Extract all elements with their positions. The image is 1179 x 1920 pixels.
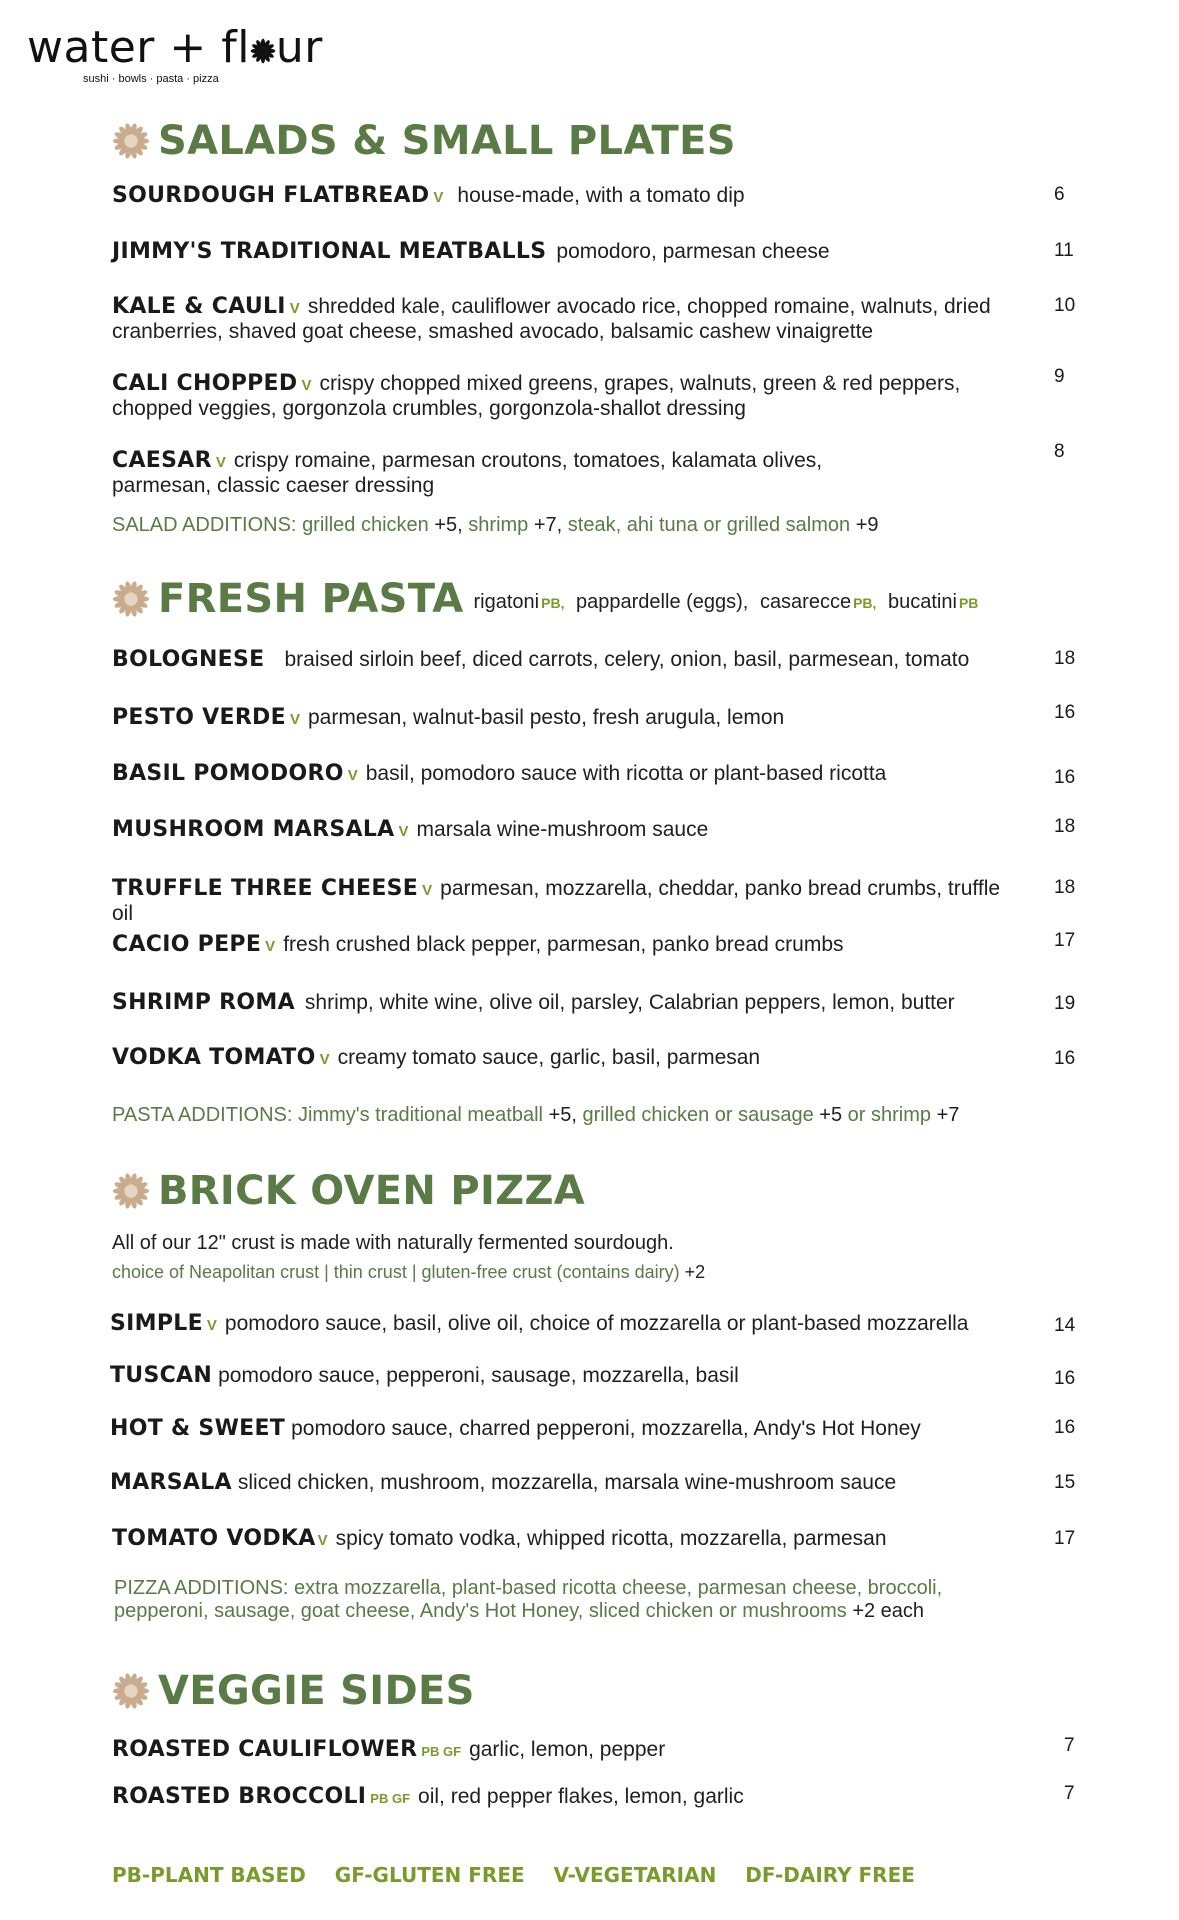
addition-option: or shrimp (847, 1104, 932, 1126)
legend-item: GF-GLUTEN FREE (334, 1863, 525, 1887)
item-price: 9 (1054, 366, 1065, 387)
additions-label: SALAD ADDITIONS: (112, 514, 297, 536)
menu-item (112, 818, 1012, 843)
item-price: 16 (1054, 767, 1076, 788)
addition-option: grilled chicken or sausage (582, 1104, 814, 1126)
pasta-type: bucatini (888, 590, 957, 613)
item-name: KALE & CAULI (112, 294, 286, 319)
crust-options-text: choice of Neapolitan crust | thin crust | gluten-free crust (contains dairy) (112, 1262, 680, 1282)
diet-tag: PB GF (421, 1744, 462, 1759)
diet-tag: V (206, 1317, 217, 1334)
crust-price: +2 (684, 1262, 706, 1282)
pasta-type: pappardelle (eggs), (576, 590, 749, 613)
menu-item (112, 648, 1012, 671)
item-price: 8 (1054, 441, 1065, 462)
menu-item (112, 762, 1012, 787)
item-description: garlic, lemon, pepper (469, 1738, 666, 1761)
diet-tag: V (433, 189, 444, 206)
item-description: braised sirloin beef, diced carrots, celery, onion, basil, parmesean, tomato (284, 648, 970, 671)
flower-icon (250, 38, 276, 64)
item-description: shrimp, white wine, olive oil, parsley, Calabrian peppers, lemon, butter (304, 991, 955, 1014)
item-price: 6 (1054, 184, 1065, 205)
item-description: fresh crushed black pepper, parmesan, panko bread crumbs (283, 933, 844, 956)
item-description: oil, red pepper flakes, lemon, garlic (418, 1785, 744, 1808)
item-description: spicy tomato vodka, whipped ricotta, mozzarella, parmesan (335, 1527, 887, 1550)
item-description: pomodoro sauce, charred pepperoni, mozzarella, Andy's Hot Honey (291, 1417, 921, 1440)
diet-tag: V (265, 938, 276, 955)
item-name: SHRIMP ROMA (112, 990, 295, 1015)
item-name: TOMATO VODKA (112, 1526, 316, 1551)
addition-price: +2 each (852, 1600, 925, 1622)
item-name: MARSALA (110, 1470, 232, 1495)
item-name: CAESAR (112, 448, 212, 473)
brand-name (27, 22, 323, 73)
addition-option: grilled chicken (302, 514, 429, 536)
legend-item: V-VEGETARIAN (553, 1863, 717, 1887)
pasta-types (474, 591, 985, 614)
legend-item: PB-PLANT BASED (112, 1863, 306, 1887)
item-name: BOLOGNESE (112, 647, 265, 672)
section-title: SALADS & SMALL PLATES (158, 118, 736, 164)
section-title: VEGGIE SIDES (158, 1668, 475, 1714)
menu-item (112, 372, 1012, 420)
diet-tag: V (347, 767, 358, 784)
addition-price: +7, (533, 514, 563, 536)
item-name: MUSHROOM MARSALA (112, 817, 395, 842)
pasta-type: casarecce (759, 590, 852, 613)
addition-option: Jimmy's traditional meatball (297, 1104, 543, 1126)
item-price: 18 (1054, 877, 1076, 898)
menu-item (112, 1046, 1012, 1071)
diet-tag: V (422, 882, 433, 899)
item-price: 19 (1054, 993, 1076, 1014)
additions-label: PIZZA ADDITIONS: (114, 1577, 289, 1599)
section-title: FRESH PASTA (158, 576, 464, 622)
addition-option: shrimp (468, 514, 529, 536)
section-pizza-header (112, 1168, 585, 1214)
item-price: 16 (1054, 1417, 1076, 1438)
brand-tagline: sushi · bowls · pasta · pizza (83, 73, 219, 85)
item-price: 16 (1054, 1368, 1076, 1389)
diet-tag: V (398, 823, 409, 840)
item-name: CALI CHOPPED (112, 371, 298, 396)
item-name: SOURDOUGH FLATBREAD (112, 183, 430, 208)
additions-label: PASTA ADDITIONS: (112, 1104, 293, 1126)
menu-item (112, 295, 1012, 343)
item-name: TRUFFLE THREE CHEESE (112, 876, 419, 901)
brand-logo (27, 22, 323, 85)
item-name: JIMMY'S TRADITIONAL MEATBALLS (112, 239, 547, 264)
item-description: parmesan, walnut-basil pesto, fresh arugula, lemon (307, 706, 785, 729)
item-price: 18 (1054, 648, 1076, 669)
section-pasta-header (112, 576, 984, 622)
item-name: BASIL POMODORO (112, 761, 344, 786)
section-title: BRICK OVEN PIZZA (158, 1168, 586, 1214)
diet-tag: V (317, 1532, 328, 1549)
item-price: 17 (1054, 930, 1076, 951)
item-price: 10 (1054, 295, 1076, 316)
menu-item (112, 240, 1012, 263)
menu-item (112, 991, 1012, 1014)
item-price: 7 (1064, 1783, 1075, 1804)
menu-item (112, 933, 1012, 958)
menu-item (112, 1738, 1012, 1763)
diet-tag: V (319, 1051, 330, 1068)
crust-options (112, 1262, 705, 1283)
item-description: basil, pomodoro sauce with ricotta or plant-based ricotta (365, 762, 887, 785)
item-description: pomodoro sauce, basil, olive oil, choice of mozzarella or plant-based mozzarella (224, 1312, 969, 1335)
item-name: VODKA TOMATO (112, 1045, 316, 1070)
diet-tag: PB (958, 594, 979, 611)
menu-item (112, 184, 1012, 209)
addition-price: +5, (548, 1104, 577, 1126)
menu-item (112, 877, 1012, 925)
addition-option: steak, ahi tuna or grilled salmon (567, 514, 851, 536)
item-price: 17 (1054, 1528, 1076, 1549)
item-price: 16 (1054, 1048, 1076, 1069)
brand-name-part1: water + fl (27, 22, 250, 73)
pizza-additions (114, 1577, 1024, 1623)
item-name: ROASTED CAULIFLOWER (112, 1737, 418, 1762)
diet-tag: V (289, 300, 300, 317)
section-salads-header (112, 118, 736, 164)
item-description: marsala wine-mushroom sauce (416, 818, 709, 841)
menu-item (110, 1364, 1010, 1387)
menu-item (112, 706, 1012, 731)
diet-tag: V (215, 454, 226, 471)
addition-price: +7 (936, 1104, 960, 1126)
pizza-intro: All of our 12" crust is made with naturally fermented sourdough. (112, 1232, 674, 1254)
addition-price: +5, (434, 514, 463, 536)
item-description: creamy tomato sauce, garlic, basil, parmesan (337, 1046, 761, 1069)
item-name: PESTO VERDE (112, 705, 286, 730)
diet-tag: PB, (853, 594, 877, 611)
diet-legend (112, 1863, 937, 1887)
diet-tag: V (289, 711, 300, 728)
brand-name-part2: ur (275, 22, 323, 73)
menu-item (110, 1471, 1010, 1494)
item-description: house-made, with a tomato dip (457, 184, 745, 207)
menu-item (110, 1312, 1010, 1337)
additions-list: extra mozzarella, plant-based ricotta cheese, parmesan cheese, broccoli, pepperoni, sausage, goat cheese, Andy's Hot Honey, sliced chicken or mushrooms (114, 1577, 943, 1622)
item-description: crispy romaine, parmesan croutons, tomatoes, kalamata olives, parmesan, classic caeser dressing (112, 449, 823, 497)
item-name: CACIO PEPE (112, 932, 262, 957)
diet-tag: PB, (541, 594, 565, 611)
item-description: pomodoro, parmesan cheese (556, 240, 830, 263)
item-name: HOT & SWEET (110, 1416, 286, 1441)
item-price: 14 (1054, 1315, 1076, 1336)
flower-icon (112, 1172, 150, 1210)
item-price: 15 (1054, 1472, 1076, 1493)
item-description: sliced chicken, mushroom, mozzarella, marsala wine-mushroom sauce (237, 1471, 897, 1494)
item-description: parmesan, mozzarella, cheddar, panko bread crumbs, truffle oil (112, 877, 1001, 925)
legend-item: DF-DAIRY FREE (745, 1863, 915, 1887)
item-description: crispy chopped mixed greens, grapes, walnuts, green & red peppers, chopped veggies, gorgonzola crumbles, gorgonzola-shallot dressing (112, 372, 961, 420)
item-description: shredded kale, cauliflower avocado rice, chopped romaine, walnuts, dried cranberries, shaved goat cheese, smashed avocado, balsamic cashew vinaigrette (112, 295, 991, 343)
menu-item (112, 1785, 1012, 1810)
flower-icon (112, 1672, 150, 1710)
flower-icon (112, 580, 150, 618)
item-name: SIMPLE (110, 1311, 203, 1336)
item-price: 16 (1054, 702, 1076, 723)
salad-additions (112, 514, 1032, 537)
item-description: pomodoro sauce, pepperoni, sausage, mozzarella, basil (218, 1364, 739, 1387)
item-price: 11 (1054, 240, 1074, 261)
menu-item (110, 1417, 1010, 1440)
item-name: TUSCAN (110, 1363, 213, 1388)
diet-tag: V (301, 377, 312, 394)
menu-item (112, 449, 852, 497)
pasta-type: rigatoni (473, 590, 540, 613)
item-price: 18 (1054, 816, 1076, 837)
flower-icon (112, 122, 150, 160)
addition-price: +5 (819, 1104, 843, 1126)
item-price: 7 (1064, 1735, 1075, 1756)
section-sides-header (112, 1668, 475, 1714)
diet-tag: PB GF (370, 1791, 411, 1806)
menu-item (112, 1527, 1012, 1552)
pasta-additions (112, 1104, 1032, 1127)
item-name: ROASTED BROCCOLI (112, 1784, 367, 1809)
addition-price: +9 (855, 514, 879, 536)
